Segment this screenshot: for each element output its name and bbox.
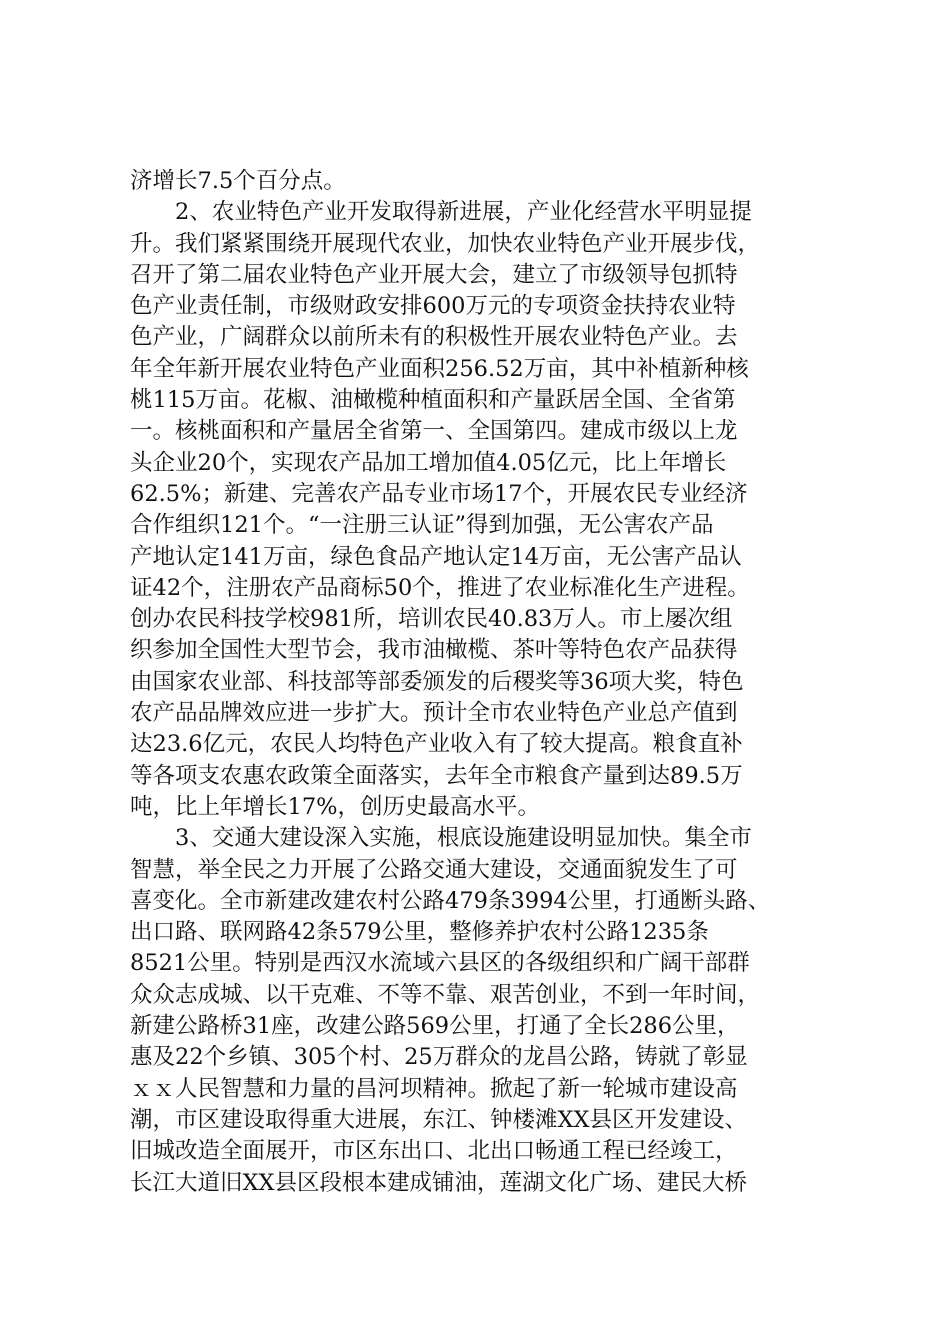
text-line: 召开了第二届农业特色产业开展大会，建立了市级领导包抓特 (130, 261, 738, 288)
text-line: 济增长7.5个百分点。 (130, 168, 346, 194)
text-line: 长江大道旧XX县区段根本建成铺油，莲湖文化广场、建民大桥 (130, 1169, 748, 1196)
text-line: 喜变化。全市新建改建农村公路479条3994公里，打通断头路、 (130, 887, 771, 914)
text-line: 织参加全国性大型节会，我市油橄榄、茶叶等特色农产品获得 (130, 637, 738, 664)
text-line: 8521公里。特别是西汉水流域六县区的各级组织和广阔干部群 (130, 950, 750, 977)
text-line: 智慧，举全民之力开展了公路交通大建设，交通面貌发生了可 (130, 856, 738, 883)
text-line: 年全年新开展农业特色产业面积256.52万亩，其中补植新种核 (130, 355, 749, 382)
text-line: 创办农民科技学校981所，培训农民40.83万人。市上屡次组 (130, 606, 733, 633)
paragraph-first-line: 3、交通大建设深入实施，根底设施建设明显加快。集全市 (175, 825, 752, 852)
text-line: 惠及22个乡镇、305个村、25万群众的龙昌公路，铸就了彰显 (130, 1044, 748, 1071)
text-line: 由国家农业部、科技部等部委颁发的后稷奖等36项大奖，特色 (130, 668, 744, 695)
text-line: 出口路、联网路42条579公里，整修养护农村公路1235条 (130, 919, 709, 946)
text-line: ｘｘ人民智慧和力量的昌河坝精神。掀起了新一轮城市建设高 (130, 1075, 738, 1102)
text-line: 达23.6亿元，农民人均特色产业收入有了较大提高。粮食直补 (130, 731, 743, 758)
text-line: 证42个，注册农产品商标50个，推进了农业标准化生产进程。 (130, 574, 750, 601)
text-line: 一。核桃面积和产量居全省第一、全国第四。建成市级以上龙 (130, 418, 738, 445)
document-body-text (130, 166, 830, 1199)
text-line: 桃115万亩。花椒、油橄榄种植面积和产量跃居全国、全省第 (130, 387, 736, 414)
text-line: 色产业，广阔群众以前所未有的积极性开展农业特色产业。去 (130, 324, 738, 351)
text-line: 合作组织121个。“一注册三认证”得到加强，无公害农产品 (130, 512, 714, 539)
text-line: 潮，市区建设取得重大进展，东江、钟楼滩XX县区开发建设、 (130, 1106, 748, 1133)
text-line: 色产业责任制，市级财政安排600万元的专项资金扶持农业特 (130, 293, 736, 320)
text-line: 农产品品牌效应进一步扩大。预计全市农业特色产业总产值到 (130, 700, 738, 727)
text-line: 众众志成城、以干克难、不等不靠、艰苦创业，不到一年时间， (130, 981, 761, 1008)
text-line: 旧城改造全面展开，市区东出口、北出口畅通工程已经竣工， (130, 1138, 738, 1165)
text-line: 等各项支农惠农政策全面落实，去年全市粮食产量到达89.5万 (130, 762, 743, 789)
text-line: 升。我们紧紧围绕开展现代农业，加快农业特色产业开展步伐， (130, 230, 761, 257)
text-line: 产地认定141万亩，绿色食品产地认定14万亩，无公害产品认 (130, 543, 742, 570)
text-line: 吨，比上年增长17%，创历史最高水平。 (130, 793, 541, 820)
text-line: 新建公路桥31座，改建公路569公里，打通了全长286公里， (130, 1013, 740, 1040)
paragraph-first-line: 2、农业特色产业开发取得新进展，产业化经营水平明显提 (175, 199, 752, 226)
text-line: 头企业20个，实现农产品加工增加值4.05亿元，比上年增长 (130, 449, 727, 476)
text-line: 62.5%；新建、完善农产品专业市场17个，开展农民专业经济 (130, 480, 748, 507)
